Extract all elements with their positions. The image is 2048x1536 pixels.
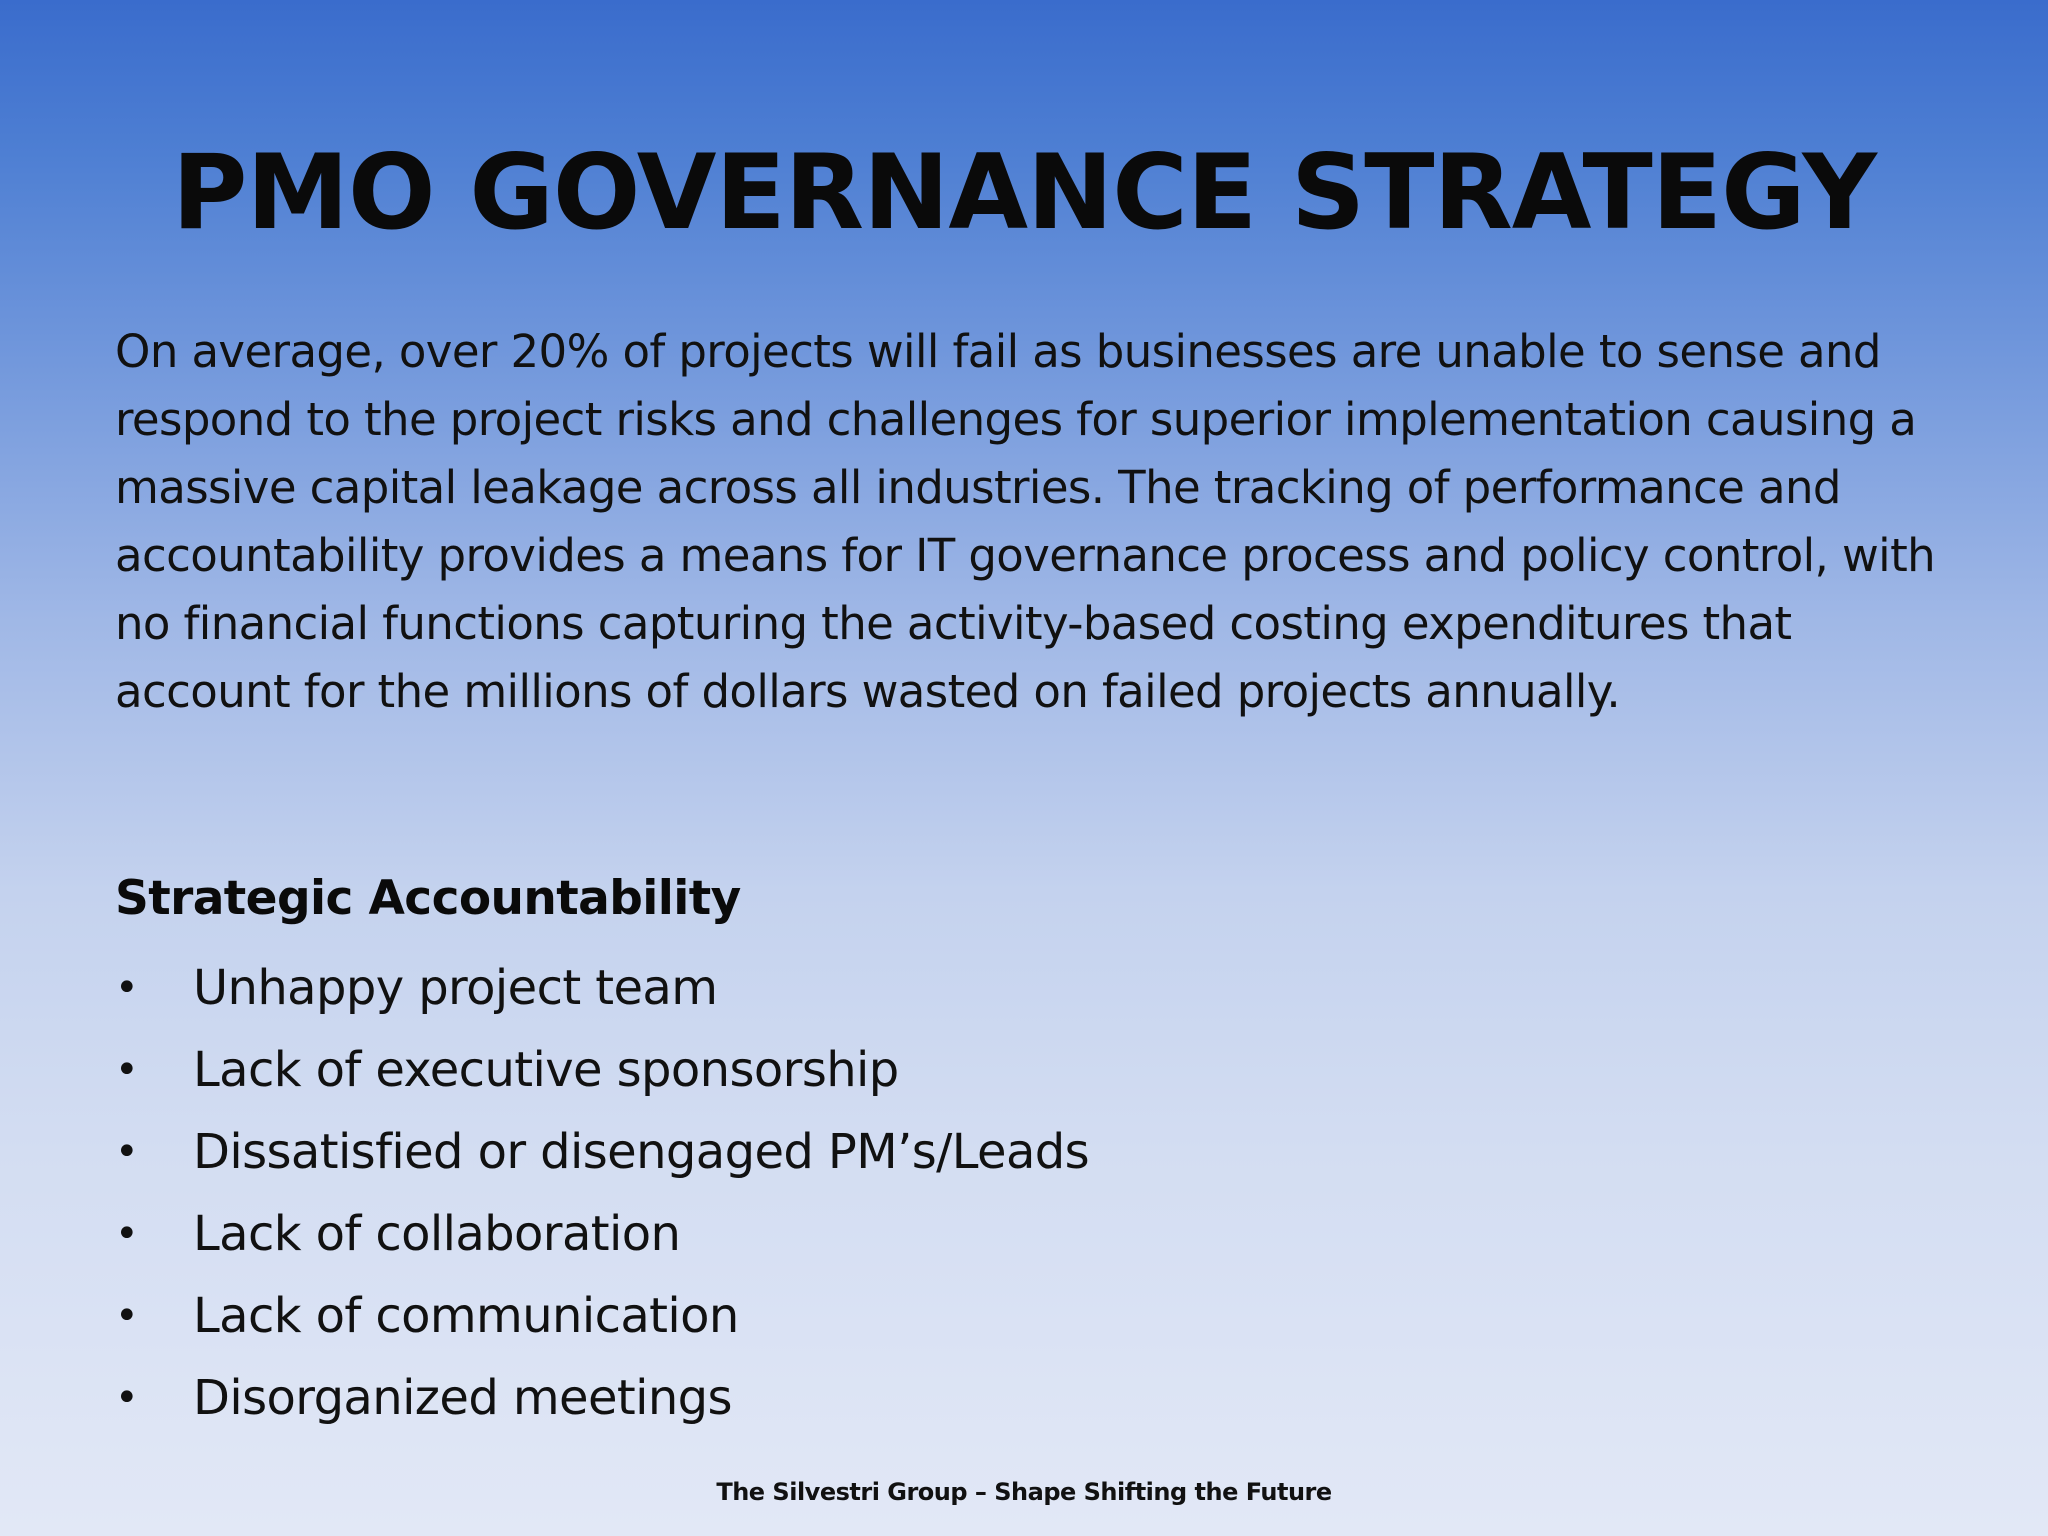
bullet-icon: • bbox=[115, 965, 138, 1011]
list-item bbox=[115, 1275, 1815, 1357]
bullet-icon: • bbox=[115, 1375, 138, 1421]
list-item bbox=[115, 1357, 1815, 1439]
list-item-text: Lack of communication bbox=[193, 1288, 739, 1344]
list-item bbox=[115, 1029, 1815, 1111]
list-item-text: Dissatisfied or disengaged PM’s/Leads bbox=[193, 1124, 1090, 1180]
bullet-icon: • bbox=[115, 1047, 138, 1093]
list-item bbox=[115, 1193, 1815, 1275]
list-item-text: Lack of executive sponsorship bbox=[193, 1042, 899, 1098]
list-item-text: Lack of collaboration bbox=[193, 1206, 681, 1262]
bullet-icon: • bbox=[115, 1211, 138, 1257]
list-item bbox=[115, 1111, 1815, 1193]
list-item-text: Disorganized meetings bbox=[193, 1370, 732, 1426]
footer-text: The Silvestri Group – Shape Shifting the Future bbox=[716, 1478, 1332, 1506]
body-paragraph: On average, over 20% of projects will fail as businesses are unable to sense and respond to the project risks and challenges for superior implementation causing a massive capital leakage across all industries. The tracking of performance and accountability provides a means for IT governance process and policy control, with no financial functions capturing the activity-based costing expenditures that account for the millions of dollars wasted on failed projects annually. bbox=[115, 325, 1936, 718]
bullet-list bbox=[115, 947, 1815, 1439]
list-item-text: Unhappy project team bbox=[193, 960, 718, 1016]
slide-title: PMO GOVERNANCE STRATEGY bbox=[171, 133, 1876, 253]
bullet-icon: • bbox=[115, 1129, 138, 1175]
list-item bbox=[115, 947, 1815, 1029]
bullet-icon: • bbox=[115, 1293, 138, 1339]
section-heading: Strategic Accountability bbox=[115, 871, 741, 926]
